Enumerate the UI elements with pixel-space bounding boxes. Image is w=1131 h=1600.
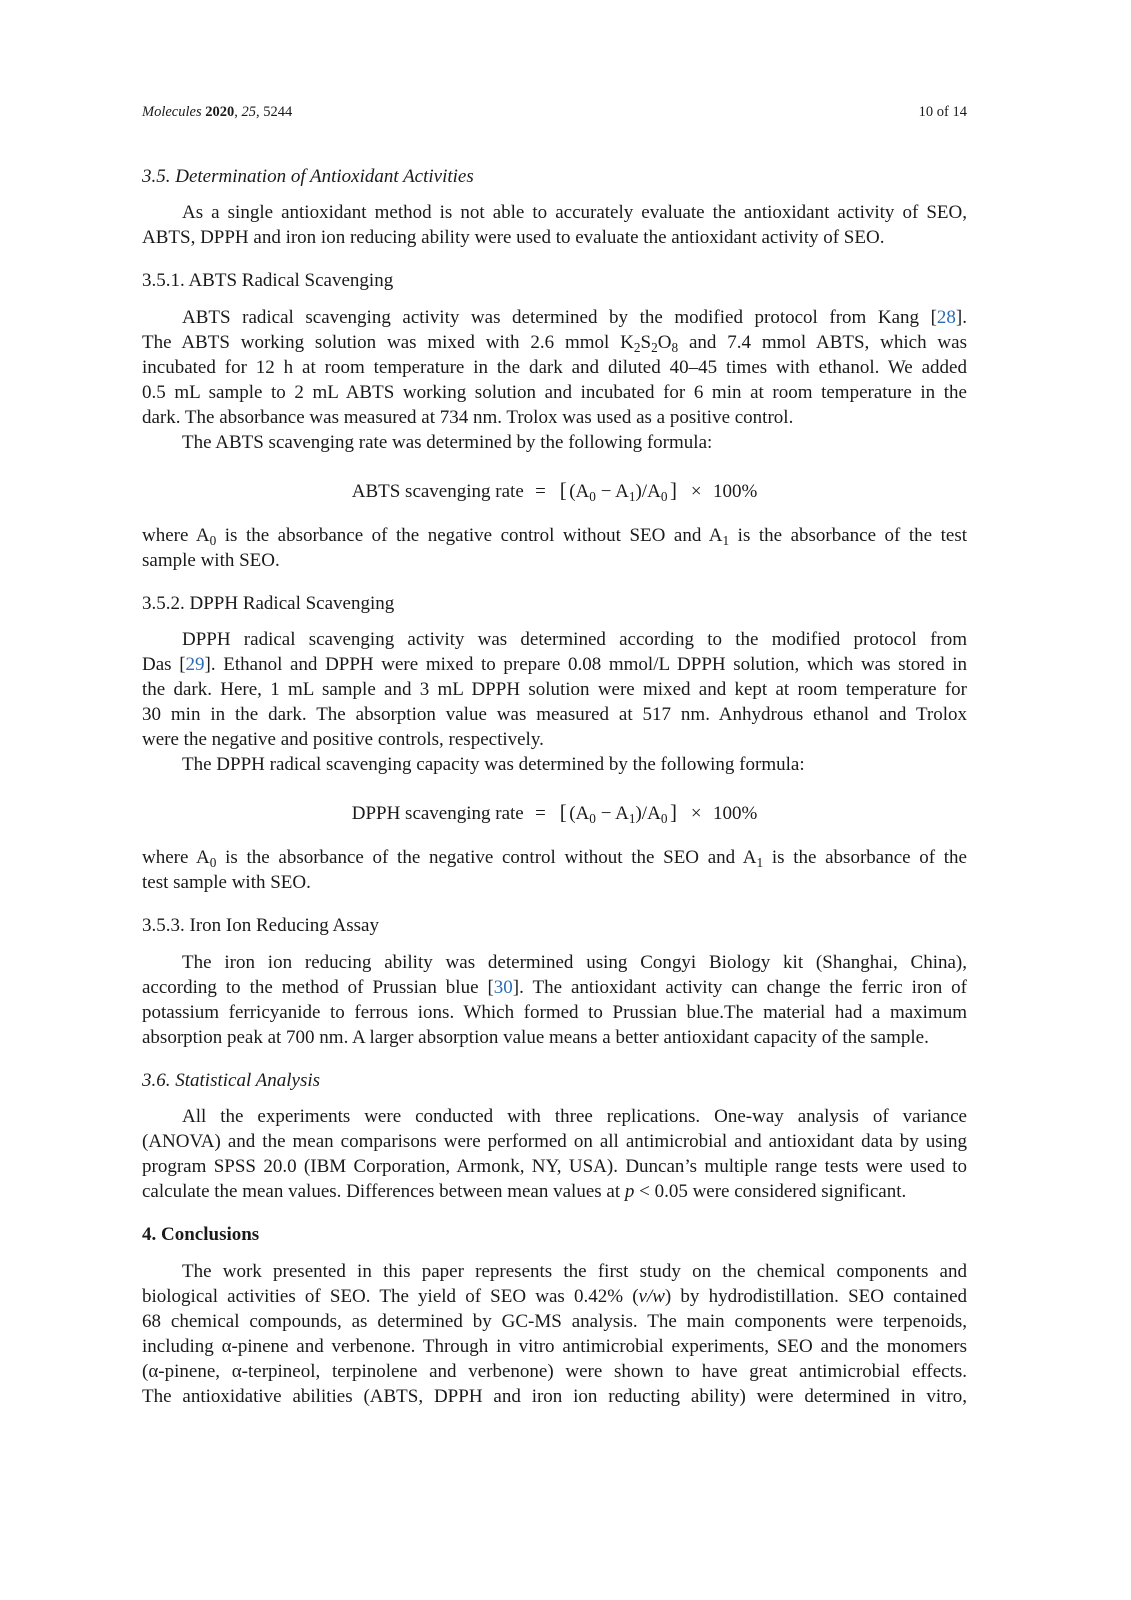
math-bracket: ] — [669, 800, 677, 824]
math-bracket: ] — [669, 477, 677, 502]
journal-citation — [142, 103, 292, 121]
math-bracket: [ — [559, 800, 567, 824]
text-run: program SPSS 20.0 (IBM Corporation, Armonk, NY, USA). Duncan’s multiple range tests were used to — [142, 1156, 967, 1177]
text-run: 30 min in the dark. The absorption value was measured at 517 nm. Anhydrous ethanol and Trolox — [142, 704, 967, 725]
text-line — [142, 1334, 967, 1359]
text-run: ]. — [955, 306, 967, 328]
text-line — [142, 430, 967, 455]
text-run: and 7.4 mmol ABTS, which was — [678, 331, 967, 353]
text-line — [142, 1129, 967, 1154]
math-bracket: [ — [559, 477, 567, 502]
text-run: , 5244 — [255, 104, 293, 120]
italic-text: 3.5. Determination of Antioxidant Activities — [142, 165, 474, 187]
text-run: (ANOVA) and the mean comparisons were performed on all antimicrobial and antioxidant data by using — [142, 1131, 967, 1152]
text-run: − A — [595, 480, 629, 502]
text-run: − A — [595, 803, 629, 824]
paragraph — [142, 523, 967, 573]
text-line — [142, 702, 967, 727]
paragraph — [142, 752, 967, 777]
text-run: O — [657, 331, 672, 353]
text-line — [142, 355, 967, 380]
text-line — [142, 548, 967, 573]
italic-text: 25 — [241, 104, 256, 120]
text-run: The antioxidative abilities (ABTS, DPPH and iron ion reducting ability) were determined in vitro, — [142, 1385, 967, 1407]
paragraph — [142, 627, 967, 752]
text-run: sample with SEO. — [142, 549, 280, 571]
heading-text — [142, 268, 967, 293]
text-run: ABTS radical scavenging activity was determined by the modified protocol from Kang [ — [182, 306, 937, 328]
page-number: 10 of 14 — [918, 104, 967, 120]
text-run: 100% — [712, 480, 758, 502]
text-run: test sample with SEO. — [142, 872, 311, 893]
text-run: 100% — [712, 803, 758, 824]
subscript: 1 — [722, 532, 730, 548]
section-heading — [142, 164, 967, 189]
heading-text — [142, 591, 967, 616]
text-run: , — [234, 104, 242, 120]
paragraph — [142, 200, 967, 250]
text-run: potassium ferricyanide to ferrous ions. Which formed to Prussian blue.The material had a maximum — [142, 1001, 967, 1023]
text-run: absorption peak at 700 nm. A larger absorption value means a better antioxidant capacity of the sample. — [142, 1026, 929, 1048]
text-line — [142, 1309, 967, 1334]
subscript: 2 — [651, 339, 658, 355]
text-line — [142, 652, 967, 677]
text-run: The ABTS working solution was mixed with 2.6 mmol K — [142, 331, 634, 353]
article-body — [142, 164, 967, 1409]
text-run: S — [640, 331, 652, 353]
subscript: 8 — [671, 339, 679, 355]
text-run: is the absorbance of the test — [729, 524, 967, 546]
text-line — [142, 225, 967, 250]
bold-text: 4. Conclusions — [142, 1224, 260, 1245]
text-run: ) by hydrodistillation. SEO contained — [664, 1285, 968, 1307]
text-line — [142, 975, 967, 1000]
equation — [142, 478, 967, 503]
text-run: where A — [142, 524, 210, 546]
text-run: )/A — [635, 480, 661, 502]
paragraph — [142, 950, 967, 1050]
text-run: biological activities of SEO. The yield of SEO was 0.42% ( — [142, 1285, 639, 1307]
citation-link[interactable]: 30 — [493, 976, 513, 998]
text-run: 0.5 mL sample to 2 mL ABTS working solution and incubated for 6 min at room temperature in the — [142, 381, 967, 403]
text-run: ]. Ethanol and DPPH were mixed to prepare 0.08 mmol/L DPPH solution, which was stored in — [204, 654, 967, 675]
running-header — [142, 103, 967, 121]
subscript: 0 — [660, 488, 668, 504]
text-run: The ABTS scavenging rate was determined by the following formula: — [182, 431, 713, 453]
heading-text — [142, 1068, 967, 1093]
citation-link[interactable]: 28 — [936, 306, 956, 328]
text-run: 3.5.1. ABTS Radical Scavenging — [142, 270, 394, 291]
subscript: 0 — [209, 532, 217, 548]
text-run: were the negative and positive controls, respectively. — [142, 729, 544, 750]
text-line — [142, 330, 967, 355]
text-line — [142, 752, 967, 777]
subscript: 0 — [209, 855, 217, 871]
text-run: is the absorbance of the negative control without SEO and A — [216, 524, 723, 546]
text-run: (A — [569, 480, 590, 502]
text-run: Das [ — [142, 654, 186, 675]
text-run: 3.5.2. DPPH Radical Scavenging — [142, 592, 395, 614]
text-run: )/A — [635, 803, 661, 824]
equation-line — [142, 478, 967, 503]
text-run: 68 chemical compounds, as determined by GC-MS analysis. The main components were terpenoids, — [142, 1310, 967, 1332]
text-run: (A — [569, 803, 590, 824]
math-operator: = — [535, 480, 546, 502]
math-operator: × — [690, 480, 702, 502]
text-line — [142, 523, 967, 548]
text-run: The work presented in this paper represents the first study on the chemical components and — [182, 1260, 967, 1282]
section-heading — [142, 591, 967, 616]
text-run: The DPPH radical scavenging capacity was determined by the following formula: — [182, 754, 805, 775]
section-heading — [142, 1222, 967, 1247]
math-operator: = — [535, 803, 546, 824]
subscript: 1 — [628, 488, 636, 504]
subscript: 0 — [589, 488, 596, 504]
heading-text — [142, 913, 967, 938]
text-line — [142, 1104, 967, 1129]
heading-text — [142, 1222, 967, 1247]
text-run: the dark. Here, 1 mL sample and 3 mL DPPH solution were mixed and kept at room temperature for — [142, 679, 967, 700]
subscript: 0 — [589, 811, 596, 827]
text-line — [142, 200, 967, 225]
text-line — [142, 950, 967, 975]
text-run: DPPH radical scavenging activity was determined according to the modified protocol from — [182, 629, 967, 650]
text-line — [142, 1154, 967, 1179]
text-run: All the experiments were conducted with three replications. One-way analysis of variance — [182, 1106, 967, 1127]
text-run: (α-pinene, α-terpineol, terpinolene and verbenone) were shown to have great antimicrobial effects. — [142, 1360, 967, 1382]
subscript: 0 — [660, 811, 668, 827]
subscript: 1 — [756, 855, 764, 871]
paragraph — [142, 305, 967, 430]
text-run: DPPH scavenging rate — [351, 803, 524, 824]
subscript: 2 — [633, 339, 641, 355]
text-run: < 0.05 were considered significant. — [634, 1181, 907, 1202]
text-run: where A — [142, 847, 210, 868]
text-line — [142, 1284, 967, 1309]
equation — [142, 800, 967, 825]
bold-text: 2020 — [205, 104, 235, 120]
text-line — [142, 627, 967, 652]
text-line — [142, 1179, 967, 1204]
subscript: 1 — [628, 811, 636, 827]
italic-text: v/w — [638, 1285, 665, 1307]
text-line — [142, 405, 967, 430]
text-line — [142, 870, 967, 895]
text-line — [142, 1025, 967, 1050]
text-run: according to the method of Prussian blue [ — [142, 976, 494, 998]
text-line — [142, 1259, 967, 1284]
section-heading — [142, 1068, 967, 1093]
section-heading — [142, 268, 967, 293]
text-run: 3.5.3. Iron Ion Reducing Assay — [142, 915, 379, 936]
text-line — [142, 305, 967, 330]
paragraph — [142, 1259, 967, 1409]
text-line — [142, 380, 967, 405]
text-run: incubated for 12 h at room temperature in the dark and diluted 40–45 times with ethanol. We added — [142, 356, 967, 378]
text-run: ABTS, DPPH and iron ion reducing ability were used to evaluate the antioxidant activity of SEO. — [142, 227, 885, 248]
heading-text — [142, 164, 967, 189]
text-run: dark. The absorbance was measured at 734 nm. Trolox was used as a positive control. — [142, 406, 794, 428]
text-line — [142, 727, 967, 752]
italic-text: Molecules — [142, 104, 202, 120]
text-line — [142, 1000, 967, 1025]
text-run: calculate the mean values. Differences between mean values at — [142, 1181, 625, 1202]
text-run: As a single antioxidant method is not able to accurately evaluate the antioxidant activity of SEO, — [182, 202, 967, 223]
paragraph — [142, 430, 967, 455]
paragraph — [142, 845, 967, 895]
equation-line — [142, 800, 967, 825]
text-run: ]. The antioxidant activity can change the ferric iron of — [512, 976, 967, 998]
text-run: including α-pinene and verbenone. Through in vitro antimicrobial experiments, SEO and the monomers — [142, 1335, 967, 1357]
text-line — [142, 845, 967, 870]
text-run: The iron ion reducing ability was determined using Congyi Biology kit (Shanghai, China), — [182, 951, 967, 973]
italic-text: 3.6. Statistical Analysis — [142, 1069, 321, 1091]
section-heading — [142, 913, 967, 938]
text-line — [142, 677, 967, 702]
text-run: is the absorbance of the negative control without the SEO and A — [216, 847, 757, 868]
text-line — [142, 1384, 967, 1409]
text-line — [142, 1359, 967, 1384]
text-run: ABTS scavenging rate — [351, 480, 524, 502]
italic-text: p — [624, 1181, 635, 1202]
citation-link[interactable]: 29 — [185, 654, 205, 675]
paragraph — [142, 1104, 967, 1204]
math-operator: × — [690, 803, 702, 824]
text-run: is the absorbance of the — [763, 847, 967, 868]
